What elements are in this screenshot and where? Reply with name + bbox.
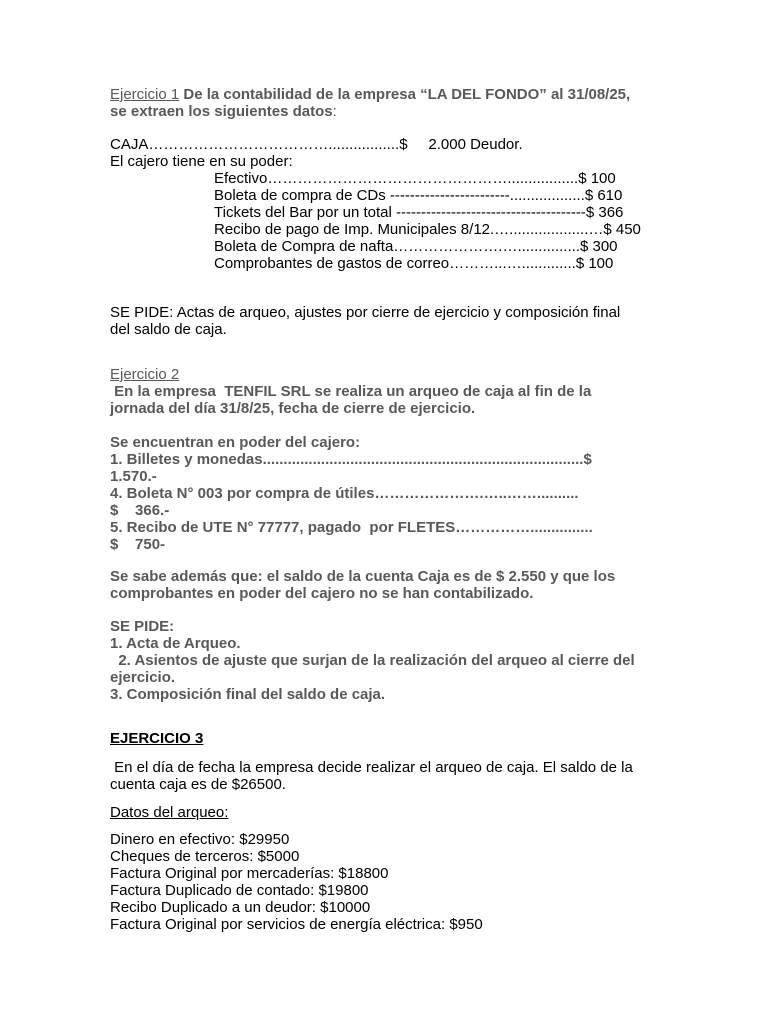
ej1-intro-colon: : (332, 103, 337, 120)
ej3-intro-line2: cuenta caja es de $26500. (110, 776, 286, 793)
ej2-pide-item: 3. Composición final del saldo de caja. (110, 686, 386, 703)
ej2-item: 5. Recibo de UTE N° 77777, pagado por FLETES……………............... (110, 519, 593, 536)
ej1-item: Boleta de compra de CDs ------------------------..................$ 610 (214, 187, 623, 204)
ej1-pide-line2: del saldo de caja. (110, 321, 227, 338)
ej1-pide-line1: SE PIDE: Actas de arqueo, ajustes por cierre de ejercicio y composición final (110, 304, 621, 321)
ej1-title: Ejercicio 1 (110, 86, 180, 103)
ej3-item: Recibo Duplicado a un deudor: $10000 (110, 899, 371, 916)
ej2-intro-line2: jornada del día 31/8/25, fecha de cierre de ejercicio. (110, 400, 476, 417)
ej1-caja-line: CAJA……………………………….................$ 2.000 Deudor. (110, 136, 523, 153)
ej1-intro-line2-wrap (110, 103, 337, 120)
ej1-intro-line2: se extraen los siguientes datos (110, 103, 333, 120)
ej3-intro-line1: En el día de fecha la empresa decide realizar el arqueo de caja. El saldo de la (110, 759, 633, 776)
ej2-intro-line1: En la empresa TENFIL SRL se realiza un arqueo de caja al fin de la (110, 383, 592, 400)
ej2-sabe-line1: Se sabe además que: el saldo de la cuenta Caja es de $ 2.550 y que los (110, 568, 616, 585)
ej2-pide-title: SE PIDE: (110, 618, 175, 635)
ej2-item: 4. Boleta N° 003 por compra de útiles………………….…..…….......... (110, 485, 579, 502)
ej3-item: Factura Original por servicios de energía eléctrica: $950 (110, 916, 483, 933)
ej1-item: Recibo de pago de Imp. Municipales 8/12.…...................…$ 450 (214, 221, 641, 238)
ej3-title: EJERCICIO 3 (110, 730, 204, 747)
ej2-item: 1.570.- (110, 468, 157, 485)
ej1-item: Tickets del Bar por un total --------------------------------------$ 366 (214, 204, 624, 221)
ej2-item: $ 366.- (110, 502, 170, 519)
ej3-item: Factura Duplicado de contado: $19800 (110, 882, 369, 899)
ej2-pide-item: ejercicio. (110, 669, 176, 686)
ej1-item: Comprobantes de gastos de correo………...….............$ 100 (214, 255, 614, 272)
ej2-title: Ejercicio 2 (110, 366, 180, 383)
ej2-poder-line: Se encuentran en poder del cajero: (110, 434, 361, 451)
ej2-sabe-line2: comprobantes en poder del cajero no se han contabilizado. (110, 585, 534, 602)
ej3-item: Cheques de terceros: $5000 (110, 848, 300, 865)
ej2-pide-item: 2. Asientos de ajuste que surjan de la realización del arqueo al cierre del (110, 652, 635, 669)
ej2-item: 1. Billetes y monedas.............................................................................$ (110, 451, 592, 468)
ej1-intro-line1: De la contabilidad de la empresa “LA DEL FONDO” al 31/08/25, (179, 86, 631, 103)
ej1-item: Efectivo………………………………………….................$ 100 (214, 170, 616, 187)
ej2-item: $ 750- (110, 536, 166, 553)
ej2-pide-item: 1. Acta de Arqueo. (110, 635, 241, 652)
ej1-cajero-line: El cajero tiene en su poder: (110, 153, 293, 170)
ej1-item: Boleta de Compra de nafta………………….…...............$ 300 (214, 238, 618, 255)
ej3-item: Factura Original por mercaderías: $18800 (110, 865, 389, 882)
ej3-item: Dinero en efectivo: $29950 (110, 831, 290, 848)
ej1-heading-line (110, 86, 630, 103)
ej3-datos-title: Datos del arqueo: (110, 804, 229, 821)
